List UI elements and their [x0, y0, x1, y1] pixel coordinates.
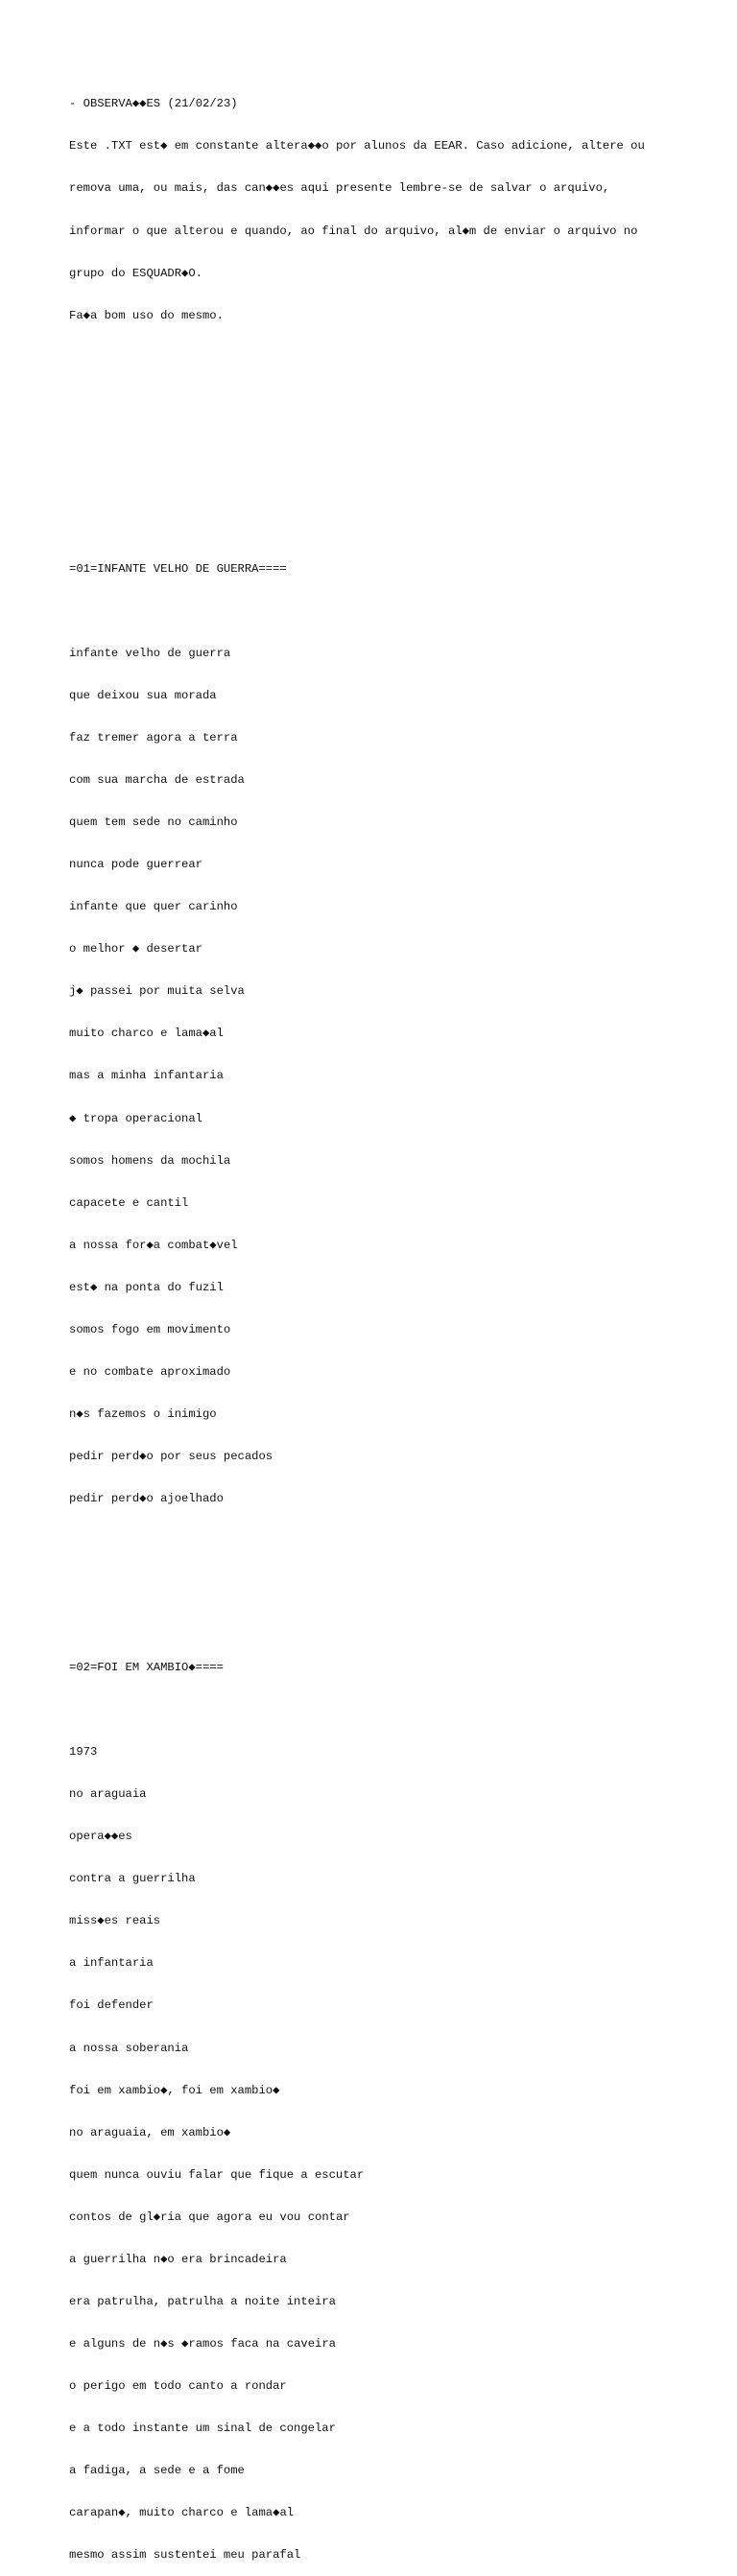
song-02-lyric-line: o perigo em todo canto a rondar: [69, 2378, 287, 2393]
song-01-lyric-line: infante que quer carinho: [69, 900, 238, 914]
song-01-lyric-line: muito charco e lama◆al: [69, 1027, 224, 1041]
song-01-lyric-line: pedir perd◆o por seus pecados: [69, 1449, 273, 1463]
observations-text-line: informar o que alterou e quando, ao final do arquivo, al◆m de enviar o arquivo no: [69, 224, 638, 238]
song-02-lyric-line: e a todo instante um sinal de congelar: [69, 2421, 336, 2435]
song-01-lyric-line: somos homens da mochila: [69, 1153, 231, 1168]
song-01-lyric-line: infante velho de guerra: [69, 646, 231, 660]
blank-line: [69, 1576, 702, 1591]
blank-line: [69, 478, 702, 492]
song-02-lyric-line: foi em xambio◆, foi em xambio◆: [69, 2083, 280, 2097]
song-02-lyric-line: e alguns de n◆s ◆ramos faca na caveira: [69, 2336, 336, 2351]
song-02-lyric-line: miss◆es reais: [69, 1914, 161, 1928]
song-01-lyric-line: faz tremer agora a terra: [69, 731, 238, 745]
song-01-lyric-line: a nossa for◆a combat◆vel: [69, 1238, 238, 1252]
song-02-lyric-line: foi defender: [69, 1998, 154, 2013]
observations-text-line: Este .TXT est◆ em constante altera◆◆o por alunos da EEAR. Caso adicione, altere ou: [69, 139, 645, 154]
blank-line: [69, 351, 702, 366]
song-02-lyric-line: carapan◆, muito charco e lama◆al: [69, 2506, 295, 2520]
song-01-lyric-line: que deixou sua morada: [69, 689, 217, 703]
song-01-lyric-line: capacete e cantil: [69, 1195, 189, 1210]
blank-line: [69, 1619, 702, 1633]
song-01-lyric-line: com sua marcha de estrada: [69, 773, 245, 788]
song-02-lyric-line: no araguaia: [69, 1787, 147, 1802]
song-02-lyric-line: no araguaia, em xambio◆: [69, 2125, 231, 2139]
song-01-lyric-line: n◆s fazemos o inimigo: [69, 1406, 217, 1421]
song-01-lyric-line: somos fogo em movimento: [69, 1322, 231, 1336]
song-02-lyric-line: mesmo assim sustentei meu parafal: [69, 2548, 301, 2563]
song-01-lyric-line: e no combate aproximado: [69, 1364, 231, 1379]
song-01-lyric-line: ◆ tropa operacional: [69, 1111, 202, 1125]
song-02-lyric-line: a guerrilha n◆o era brincadeira: [69, 2252, 287, 2266]
song-02-lyric-line: opera◆◆es: [69, 1830, 132, 1844]
song-02-lyric-line: quem nunca ouviu falar que fique a escutar: [69, 2167, 365, 2182]
document-page: [69, 69, 702, 2576]
song-02-lyric-line: contra a guerrilha: [69, 1872, 196, 1886]
blank-line: [69, 393, 702, 408]
observations-text-line: remova uma, ou mais, das can◆◆es aqui presente lembre-se de salvar o arquivo,: [69, 181, 610, 196]
song-01-lyric-line: o melhor ◆ desertar: [69, 942, 202, 957]
blank-line: [69, 520, 702, 534]
observations-heading: - OBSERVA◆◆ES (21/02/23): [69, 97, 238, 111]
blank-line: [69, 1703, 702, 1717]
song-02-lyric-line: 1973: [69, 1745, 98, 1760]
song-01-lyric-line: nunca pode guerrear: [69, 858, 202, 872]
observations-text-line: grupo do ESQUADR◆O.: [69, 266, 202, 280]
song-01-lyric-line: pedir perd◆o ajoelhado: [69, 1491, 224, 1505]
song-01-lyric-line: j◆ passei por muita selva: [69, 984, 245, 999]
song-02-lyric-line: a nossa soberania: [69, 2041, 189, 2055]
song-01-title: =01=INFANTE VELHO DE GUERRA====: [69, 561, 287, 576]
song-01-lyric-line: quem tem sede no caminho: [69, 815, 238, 830]
observations-text-line: Fa◆a bom uso do mesmo.: [69, 308, 224, 322]
blank-line: [69, 436, 702, 450]
song-02-lyric-line: a fadiga, a sede e a fome: [69, 2464, 245, 2477]
song-02-lyric-line: contos de gl◆ria que agora eu vou contar: [69, 2210, 350, 2224]
song-02-title: =02=FOI EM XAMBIO◆====: [69, 1661, 224, 1675]
song-02-lyric-line: era patrulha, patrulha a noite inteira: [69, 2294, 336, 2308]
song-01-lyric-line: mas a minha infantaria: [69, 1069, 224, 1083]
song-02-lyric-line: a infantaria: [69, 1956, 154, 1971]
blank-line: [69, 604, 702, 619]
song-01-lyric-line: est◆ na ponta do fuzil: [69, 1280, 224, 1294]
blank-line: [69, 1534, 702, 1548]
